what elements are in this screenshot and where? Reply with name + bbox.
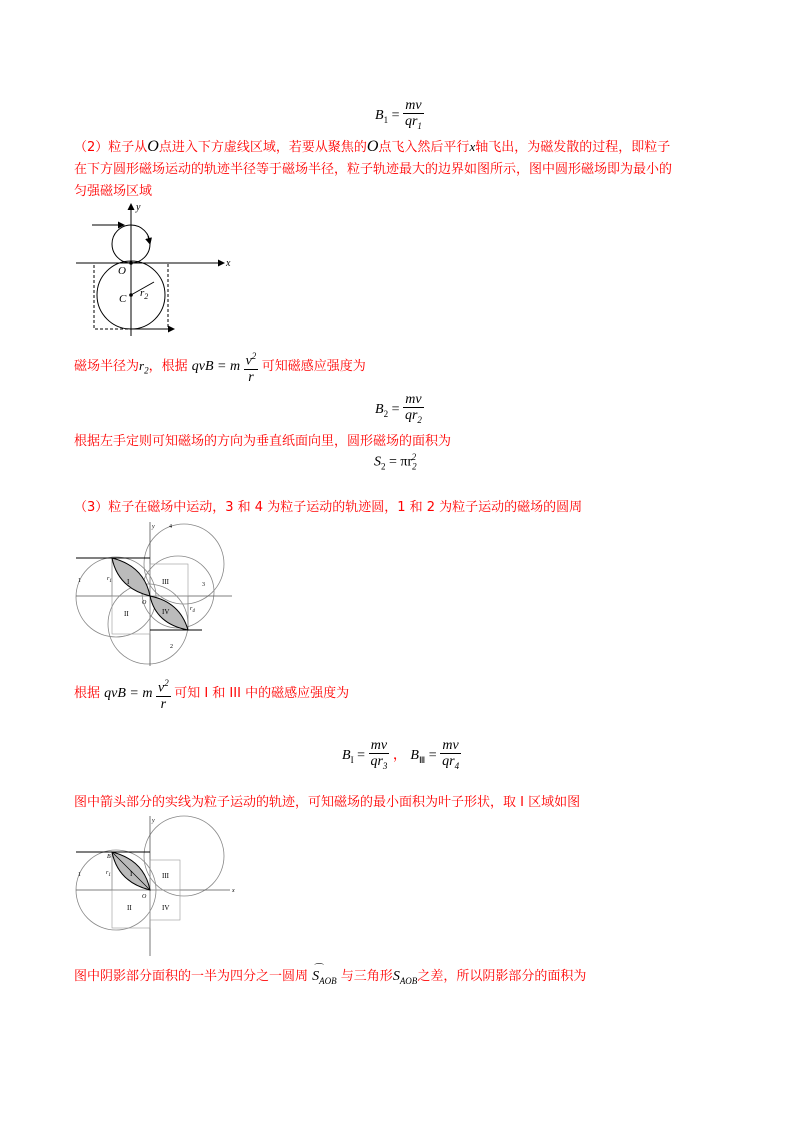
fig3-region-I: I bbox=[130, 870, 133, 878]
fig3-y-label: y bbox=[152, 818, 155, 824]
paragraph-part-2: （2）粒子从O点进入下方虚线区域，若要从聚焦的O点飞入然后平行x轴飞出，为磁发散的过程，即粒子 在下方圆形磁场运动的轨迹半径等于磁场半径，粒子轨迹最大的边界如图所示，图中圆形磁场即为最小的 匀强磁场区域 bbox=[74, 138, 673, 199]
fig3-r1-label: $r_1$ bbox=[106, 870, 111, 878]
fig2-r4-label: $r_4$ bbox=[190, 606, 195, 614]
fig1-x-label: x bbox=[226, 258, 231, 269]
direction-sentence: 根据左手定则可知磁场的方向为垂直纸面向里，圆形磁场的面积为 bbox=[74, 434, 452, 449]
equation-force-1: qvB = m $\frac{v^2}{r}$ bbox=[191, 351, 257, 385]
radius-sentence: 磁场半径为$r_2$，根据 qvB = m $\frac{v^2}{r}$ 可知磁感应强度为 bbox=[74, 351, 366, 385]
fig2-label-3: 3 bbox=[202, 582, 205, 588]
equation-b2: $B_2$ = $\frac{mv}{qr_2}$ bbox=[375, 392, 422, 425]
fig2-y-label: y bbox=[152, 524, 155, 530]
leaf-sentence: 图中箭头部分的实线为粒子运动的轨迹，可知磁场的最小面积为叶子形状，取 I 区域如图 bbox=[74, 795, 581, 810]
fig3-label-1: 1 bbox=[78, 872, 81, 878]
fig3-o-label: O bbox=[142, 894, 147, 900]
equation-s2: $S_2 = \pi r_2^2$ bbox=[374, 452, 417, 472]
equation-force-2: qvB = m $\frac{v^2}{r}$ bbox=[104, 678, 169, 712]
fig1-r-label: $r_2$ bbox=[140, 287, 149, 301]
fig2-o-label: O bbox=[142, 600, 147, 606]
fig2-label-4: 4 bbox=[169, 524, 172, 530]
fig2-region-III: III bbox=[162, 578, 169, 586]
figure-four-regions bbox=[72, 520, 242, 668]
fig1-y-label: y bbox=[136, 202, 141, 213]
fig3-x-label: x bbox=[232, 888, 235, 894]
fig2-label-1: 1 bbox=[78, 578, 81, 584]
fig3-b-label: B bbox=[107, 854, 111, 860]
fig1-c-label: C bbox=[119, 293, 127, 305]
fig2-r1-label: $r_1$ bbox=[107, 576, 112, 584]
fig2-region-I: I bbox=[127, 578, 130, 586]
figure-circular-field-1 bbox=[76, 200, 236, 340]
fig3-region-III: III bbox=[162, 872, 169, 880]
equation-bI-bIII: $B_I$ = $\frac{mv}{qr_3}$ ， $B_Ⅲ$ = $\frac{mv}{qr_4}$ bbox=[342, 738, 460, 771]
fig2-region-II: II bbox=[124, 610, 129, 618]
final-sentence: 图中阴影部分面积的一半为四分之一圆周 ⌒ $S_{AOB}$ 与三角形$S_{AOB}$之差，所以阴影部分的面积为 bbox=[74, 964, 587, 986]
paragraph-part-3: （3）粒子在磁场中运动，3 和 4 为粒子运动的轨迹圆，1 和 2 为粒子运动的磁场的圆周 bbox=[74, 500, 583, 515]
fig3-region-IV: IV bbox=[162, 904, 170, 912]
equation-b1: $B_1$ = $\frac{mv}{qr_1}$ bbox=[375, 98, 422, 131]
fig2-region-IV: IV bbox=[162, 608, 170, 616]
basis-sentence: 根据 qvB = m $\frac{v^2}{r}$ 可知 I 和 III 中的磁感应强度为 bbox=[74, 678, 350, 712]
figure-region-I bbox=[72, 814, 242, 958]
fig1-o-label: O bbox=[118, 265, 126, 277]
fig2-label-2: 2 bbox=[170, 644, 173, 650]
fig3-region-II: II bbox=[127, 904, 132, 912]
